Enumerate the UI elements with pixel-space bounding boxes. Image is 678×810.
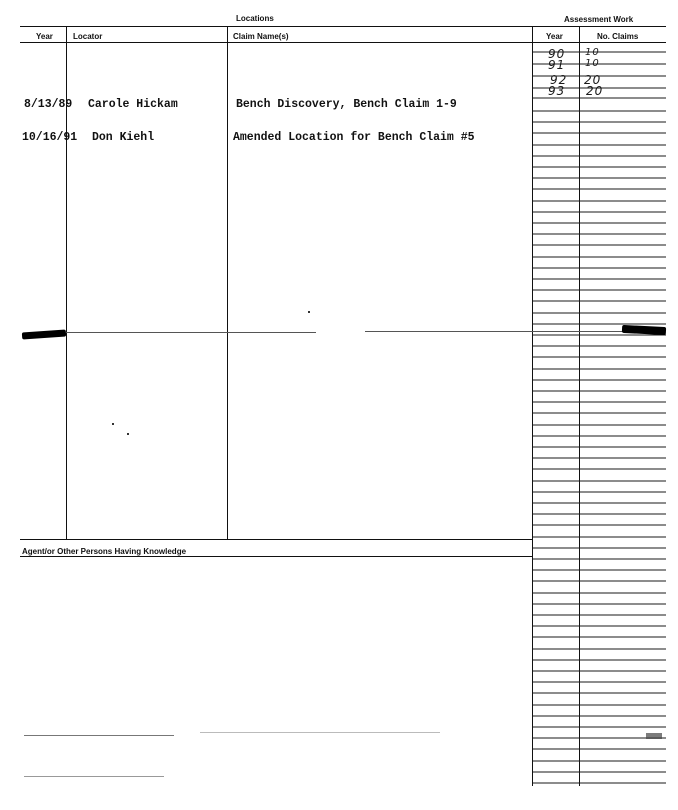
scan-artifact-line xyxy=(200,732,440,733)
scan-artifact-line xyxy=(24,776,164,777)
assessment-work-header: Assessment Work xyxy=(564,15,634,24)
aw-claims-column-header: No. Claims xyxy=(597,32,639,41)
claim-names-column-header: Claim Name(s) xyxy=(233,32,289,41)
location-date: 8/13/89 xyxy=(24,98,73,111)
scan-artifact-line xyxy=(24,735,174,736)
aw-claims: 10 xyxy=(585,47,600,58)
year-column-header: Year xyxy=(36,32,53,41)
location-claim: Amended Location for Bench Claim #5 xyxy=(233,131,475,144)
location-locator: Carole Hickam xyxy=(88,98,178,111)
aw-year: 91 xyxy=(548,58,566,72)
locator-column-header: Locator xyxy=(73,32,103,41)
scan-fold-line xyxy=(365,331,665,332)
agent-section-header: Agent/or Other Persons Having Knowledge xyxy=(22,547,187,556)
aw-year-column-header: Year xyxy=(546,32,563,41)
aw-claims: 20 xyxy=(584,73,602,87)
aw-year: 90 xyxy=(548,47,566,61)
aw-year: 93 xyxy=(548,84,566,98)
locations-header: Locations xyxy=(236,14,274,23)
location-date: 10/16/91 xyxy=(22,131,78,144)
scan-fold-line xyxy=(66,332,316,333)
aw-year: 92 xyxy=(550,73,568,87)
scan-speck xyxy=(112,423,114,425)
scan-speck xyxy=(646,733,662,739)
location-locator: Don Kiehl xyxy=(92,131,155,144)
aw-claims: 20 xyxy=(586,84,604,98)
scan-speck xyxy=(127,433,129,435)
aw-claims: 10 xyxy=(585,58,600,69)
scan-speck xyxy=(308,311,310,313)
location-claim: Bench Discovery, Bench Claim 1-9 xyxy=(236,98,457,111)
